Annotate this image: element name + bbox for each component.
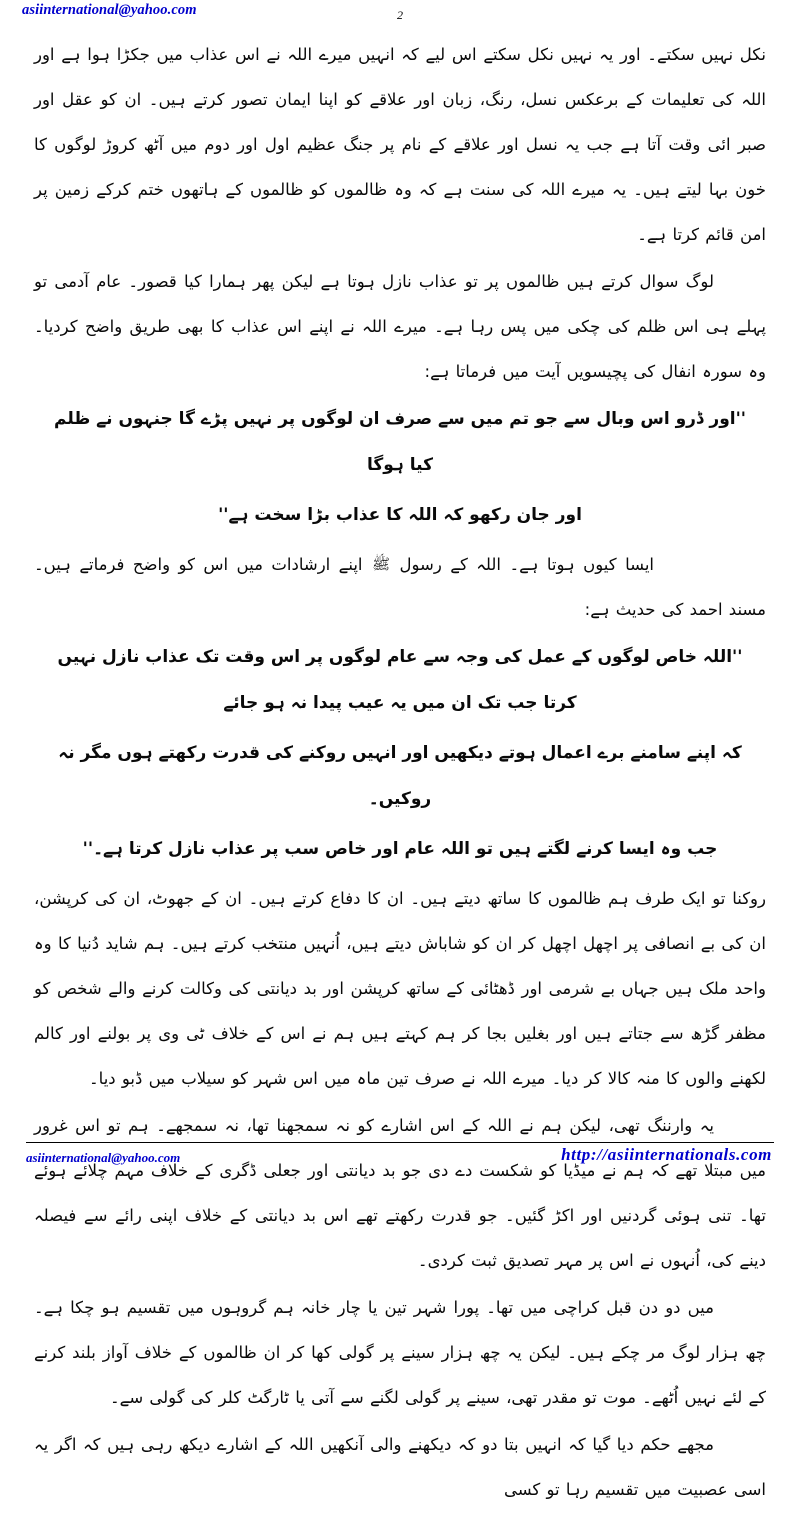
page-footer: [0, 1142, 800, 1200]
footer-divider: [26, 1142, 774, 1143]
paragraph-6: میں دو دن قبل کراچی میں تھا۔ پورا شہر تین یا چار خانہ ہم گروہوں میں تقسیم ہو چکا ہے۔ چھ ہزار لوگ مر چکے ہیں۔ لیکن یہ چھ ہزار سینے پر گولی کھا کر ان ظالموں کے خلاف آواز بلند کرنے کے لئے نہیں اُٹھے۔ موت تو مقدر تھی، سینے پر گولی لگنے سے آتی یا ٹارگٹ کلر کی گولی سے۔: [34, 1298, 766, 1407]
document-body: [34, 32, 766, 1514]
footer-website-link[interactable]: http://asiinternationals.com: [561, 1145, 772, 1164]
page-header: [0, 0, 800, 30]
quran-quote-line-2: اور جان رکھو کہ اللہ کا عذاب بڑا سخت ہے'': [218, 505, 582, 525]
page-number: 2: [397, 8, 403, 22]
prophet-honorific-icon: ﷺ: [371, 555, 391, 573]
header-email-link[interactable]: asiinternational@yahoo.com: [22, 2, 197, 18]
hadith-quote-line-1: ''اللہ خاص لوگوں کے عمل کی وجہ سے عام لوگوں پر اس وقت تک عذاب نازل نہیں کرتا جب تک ان میں یہ عیب پیدا نہ ہو جائے: [57, 647, 743, 713]
paragraph-5: یہ وارننگ تھی، لیکن ہم نے اللہ کے اس اشارے کو نہ سمجھنا تھا، نہ سمجھے۔ ہم تو اس غرور میں مبتلا تھے کہ ہم نے میڈیا کو شکست دے دی جو بد دیانتی اور جعلی ڈگری کے خلاف مہم چلائے ہوئے تھا۔ تنی ہوئی گردنیں اور اکڑ گئیں۔ جو قدرت رکھتے تھے اس بد دیانتی کے خلاف اپنی رائے سے فیصلہ دینے کی، اُنہوں نے اس پر مہر تصدیق ثبت کردی۔: [34, 1116, 766, 1270]
paragraph-2: لوگ سوال کرتے ہیں ظالموں پر تو عذاب نازل ہوتا ہے لیکن پھر ہمارا کیا قصور۔ عام آدمی تو پہلے ہی اس ظلم کی چکی میں پس رہا ہے۔ میرے اللہ نے اپنے اس عذاب کا بھی طریق واضح کردیا۔ وہ سورہ انفال کی پچیسویں آیت میں فرماتا ہے:: [34, 272, 766, 381]
hadith-intro-text-before: ایسا کیوں ہوتا ہے۔ اللہ کے رسول: [391, 555, 655, 574]
paragraph-1: نکل نہیں سکتے۔ اور یہ نہیں نکل سکتے اس لیے کہ انہیں میرے اللہ نے اس عذاب میں جکڑا ہوا ہے اور اللہ کی تعلیمات کے برعکس نسل، رنگ، زبان اور علاقے کو اپنا ایمان تصور کرتے ہیں۔ ان کو عقل اور صبر ائی وقت آتا ہے جب یہ نسل اور علاقے کے نام پر جنگ عظیم اول اور دوم میں آٹھ کروڑ لوگوں کا خون بہا لیتے ہیں۔ یہ میرے اللہ کی سنت ہے کہ وہ ظالموں کو ظالموں کے ہاتھوں ختم کرکے زمین پر امن قائم کرتا ہے۔: [34, 45, 766, 244]
paragraph-3-hadith-intro: [34, 542, 766, 632]
footer-email-link[interactable]: asiinternational@yahoo.com: [26, 1150, 181, 1165]
hadith-intro-text-after: اپنے ارشادات میں اس کو واضح فرماتے ہیں۔ مسند احمد کی حدیث ہے:: [34, 555, 766, 619]
paragraph-4: روکنا تو ایک طرف ہم ظالموں کا ساتھ دیتے ہیں۔ ان کا دفاع کرتے ہیں۔ ان کے جھوٹ، ان کی کرپشن، ان کی بے انصافی پر اچھل اچھل کر ان کو شاباش دیتے ہیں، اُنہیں منتخب کرتے ہیں۔ ہم شاید دُنیا کا وہ واحد ملک ہیں جہاں بے شرمی اور ڈھٹائی کے ساتھ کرپشن اور بد دیانتی کی وکالت کرنے والے شخص کو مظفر گڑھ سے جتاتے ہیں اور بغلیں بجا کر ہم کہتے ہیں ہم نے اس کے خلاف ٹی وی پر بولنے اور کالم لکھنے والوں کا منہ کالا کر دیا۔ میرے اللہ نے صرف تین ماہ میں اس شہر کو سیلاب میں ڈبو دیا۔: [34, 889, 766, 1088]
quran-quote-line-1: ''اور ڈرو اس وبال سے جو تم میں سے صرف ان لوگوں پر نہیں پڑے گا جنہوں نے ظلم کیا ہوگا: [53, 409, 747, 475]
hadith-quote-line-2: کہ اپنے سامنے برے اعمال ہوتے دیکھیں اور انہیں روکنے کی قدرت رکھتے ہوں مگر نہ روکیں۔: [58, 743, 742, 809]
hadith-quote-line-3: جب وہ ایسا کرنے لگتے ہیں تو اللہ عام اور خاص سب پر عذاب نازل کرتا ہے۔'': [82, 839, 718, 859]
paragraph-7: مجھے حکم دیا گیا کہ انہیں بتا دو کہ دیکھنے والی آنکھیں اللہ کے اشارے دیکھ رہی ہیں کہ اگر یہ اسی عصبیت میں تقسیم رہا تو کسی: [34, 1435, 766, 1499]
